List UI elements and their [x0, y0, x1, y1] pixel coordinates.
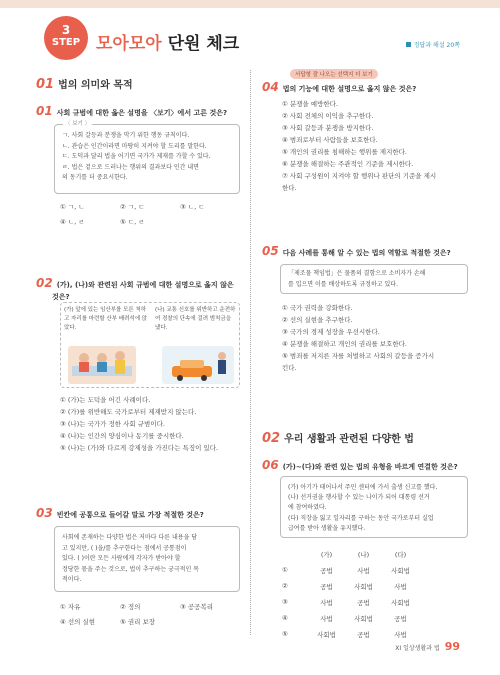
box-line: (가) 아기가 태어나서 주민 센터에 가서 출생 신고를 했다.: [288, 484, 438, 491]
choice[interactable]: ⑤ ㄷ, ㄹ: [120, 218, 145, 226]
page-number: 99: [444, 640, 460, 653]
box-line: 를 입으면 이를 배상하도록 규정하고 있다.: [288, 280, 398, 288]
choice[interactable]: ③ 사회 갈등과 분쟁을 방지한다.: [282, 124, 374, 133]
choice[interactable]: ⑤ 개인의 권리를 침해하는 행위를 제지한다.: [282, 148, 407, 157]
tip-tag: 서답형 잘 나오는 선택지 더 보기: [290, 69, 378, 79]
choice[interactable]: ④ (나)는 인간의 양심이나 동기를 중시한다.: [60, 432, 184, 441]
box-line: 있다. ( )이란 모든 사람에게 각자가 받아야 할: [62, 555, 181, 562]
choice[interactable]: ① 국가 권력을 강화한다.: [282, 304, 353, 312]
choice[interactable]: ③ (나)는 국가가 정한 사회 규범이다.: [60, 420, 165, 429]
choice-cont: 킨다.: [282, 364, 297, 373]
section-title: 우리 생활과 관련된 다양한 법: [284, 434, 414, 445]
table-row[interactable]: ① 공법 사법 사회법: [282, 566, 410, 575]
question-02: [36, 274, 246, 303]
q2-case-b: (나) 교통 신호를 위반하고 운전하여 경찰의 단속에 걸려 범칙금을 냈다.: [155, 307, 236, 331]
traffic-stop-illustration: [162, 346, 234, 384]
q3-passage-box: [54, 526, 240, 592]
square-bullet-icon: [406, 42, 411, 47]
question-number: 05: [262, 244, 279, 258]
choice[interactable]: ⑤ (나)는 (가)와 다르게 강제성을 가진다는 특징이 있다.: [60, 444, 219, 453]
page-title: [96, 29, 239, 54]
box-line: ㄷ. 도덕과 달리 법을 어기면 국가가 제재를 가할 수 있다.: [62, 153, 211, 160]
choice[interactable]: ② 선의 실현을 추구한다.: [282, 316, 353, 325]
question-text: 사회 규범에 대한 옳은 설명을 〈보기〉에서 고른 것은?: [56, 109, 228, 117]
choice[interactable]: ⑤ 범죄를 저지른 자를 처벌하고 사회의 갈등을 증가시: [282, 352, 435, 361]
choice[interactable]: ② (가)를 위반해도 국가로부터 제재받지 않는다.: [60, 408, 197, 417]
title-highlight: 모아모아: [96, 34, 162, 54]
table-row[interactable]: ④ 사법 사회법 공법: [282, 614, 407, 623]
q2-choices: [60, 394, 218, 454]
question-number: 02: [36, 276, 53, 290]
choice[interactable]: ④ 범죄로부터 사람들을 보호한다.: [282, 136, 378, 145]
column-header: (가): [320, 550, 333, 559]
box-line: (나) 선거권을 행사할 수 있는 나이가 되어 대통령 선거: [288, 494, 430, 502]
box-caption: 〈 보기 〉: [63, 120, 92, 130]
question-text: 법의 기능에 대한 설명으로 옳지 않은 것은?: [282, 85, 417, 93]
question-text: (가)~(다)와 관련 있는 법의 유형을 바르게 연결한 것은?: [282, 463, 458, 471]
box-line: 의 동기를 더 중요시한다.: [62, 174, 128, 181]
question-05: [262, 244, 451, 258]
top-band: [0, 0, 500, 8]
q1-choices: [60, 202, 240, 226]
q5-case-box: [280, 264, 468, 294]
question-06: [262, 458, 458, 472]
box-line: 정당한 몫을 주는 것으로, 법이 추구하는 궁극적인 목: [62, 565, 199, 573]
q2-case-a: (가) 앞에 있는 임산부를 모른 척하고 자리를 마련할 산부 배려석에 앉았다.: [64, 307, 148, 331]
choice-cont: 한다.: [282, 184, 297, 193]
choice[interactable]: ② 사회 전체의 이익을 추구한다.: [282, 112, 374, 121]
section-heading-02: [262, 430, 414, 446]
box-line: 적이다.: [62, 576, 82, 583]
choice[interactable]: ④ 분쟁을 해결하고 개인의 권리를 보호한다.: [282, 340, 407, 349]
question-text-cont: 것은?: [52, 293, 70, 301]
question-number: 04: [262, 80, 279, 94]
q4-choices: [282, 98, 436, 194]
question-04: [262, 80, 416, 94]
choice[interactable]: ② 정의: [120, 603, 141, 611]
unit-label: XI 일상생활과 법: [395, 645, 440, 652]
question-text: (가), (나)와 관련된 사회 규범에 대한 설명으로 옳지 않은: [56, 281, 234, 289]
box-line: 급여를 받아 생활을 유지했다.: [288, 524, 366, 532]
section-heading-01: [36, 76, 133, 92]
box-line: ㄹ. 법은 겉으로 드러나는 행위의 결과보다 인간 내면: [62, 163, 199, 171]
choice[interactable]: ⑤ 권리 보장: [120, 618, 156, 626]
section-number: 02: [262, 431, 281, 446]
choice[interactable]: ⑥ 분쟁을 해결하는 주관적인 기준을 제시한다.: [282, 160, 414, 169]
choice[interactable]: ③ 국가의 경제 성장을 우선시한다.: [282, 328, 380, 337]
choice[interactable]: ④ ㄴ, ㄹ: [60, 218, 85, 226]
question-03: [36, 506, 204, 520]
choice[interactable]: ① (가)는 도덕을 어긴 사례이다.: [60, 396, 151, 404]
title-main: 단원 체크: [167, 34, 240, 54]
table-row[interactable]: ③ 사법 공법 사회법: [282, 598, 410, 607]
section-number: 01: [36, 77, 55, 92]
choice[interactable]: ② ㄱ, ㄷ: [120, 203, 145, 211]
table-row[interactable]: ② 공법 사회법 사법: [282, 582, 407, 591]
column-divider: [250, 70, 251, 635]
table-row[interactable]: ⑤ 사회법 공법 사법: [282, 630, 407, 639]
choice[interactable]: ③ 공공복리: [180, 603, 214, 611]
box-line: ㄱ. 사회 갈등과 분쟁을 막기 위한 행동 규칙이다.: [62, 132, 190, 139]
table-header: [282, 546, 419, 562]
choice[interactable]: ① 자유: [60, 603, 81, 611]
subway-passengers-icon: [68, 346, 136, 384]
step-number: 3: [61, 23, 71, 37]
box-line: (다) 직장을 잃고 일자리를 구하는 동안 국가로부터 실업: [288, 514, 434, 522]
choice[interactable]: ① 분쟁을 예방한다.: [282, 100, 338, 108]
police-car-icon: [162, 346, 234, 384]
question-text: 다음 사례를 통해 알 수 있는 법의 역할로 적절한 것은?: [282, 249, 451, 257]
question-number: 03: [36, 506, 53, 520]
q3-choices: [60, 602, 240, 626]
subway-scene-illustration: [68, 346, 136, 384]
choice[interactable]: ③ ㄴ, ㄷ: [180, 203, 205, 211]
question-number: 06: [262, 458, 279, 472]
answer-ref-text: 정답과 해설 20쪽: [413, 42, 460, 49]
q5-choices: [282, 302, 434, 374]
q1-example-box: [54, 121, 240, 194]
step-badge: [44, 16, 88, 60]
column-header: (다): [394, 550, 407, 559]
box-line: 에 참여하였다.: [288, 504, 327, 512]
choice[interactable]: ④ 선의 실현: [60, 618, 96, 626]
column-header: (나): [357, 550, 370, 559]
choice[interactable]: ① ㄱ, ㄴ: [60, 203, 85, 211]
choice[interactable]: ⑦ 사회 구성원이 지켜야 할 행위나 판단의 기준을 제시: [282, 172, 437, 181]
box-line: 고 있지만, ( )을/를 추구한다는 점에서 공통점이: [62, 544, 187, 552]
box-line: ㄴ. 관습은 인간이라면 마땅히 지켜야 할 도리를 말한다.: [62, 142, 207, 150]
step-word: STEP: [51, 37, 81, 48]
answer-reference: [406, 40, 460, 49]
page-footer: [395, 640, 460, 653]
q6-case-box: [280, 476, 468, 538]
section-title: 법의 의미와 목적: [58, 80, 133, 91]
q6-choice-table: [282, 546, 419, 642]
box-line: 사회에 존재하는 다양한 법은 저마다 다른 내용을 담: [62, 534, 198, 541]
question-number: 01: [36, 104, 53, 118]
box-line: 「제조물 책임법」은 물품의 결함으로 소비자가 손해: [288, 270, 426, 277]
question-text: 빈칸에 공통으로 들어갈 말로 가장 적절한 것은?: [56, 511, 204, 519]
question-01: [36, 104, 227, 118]
